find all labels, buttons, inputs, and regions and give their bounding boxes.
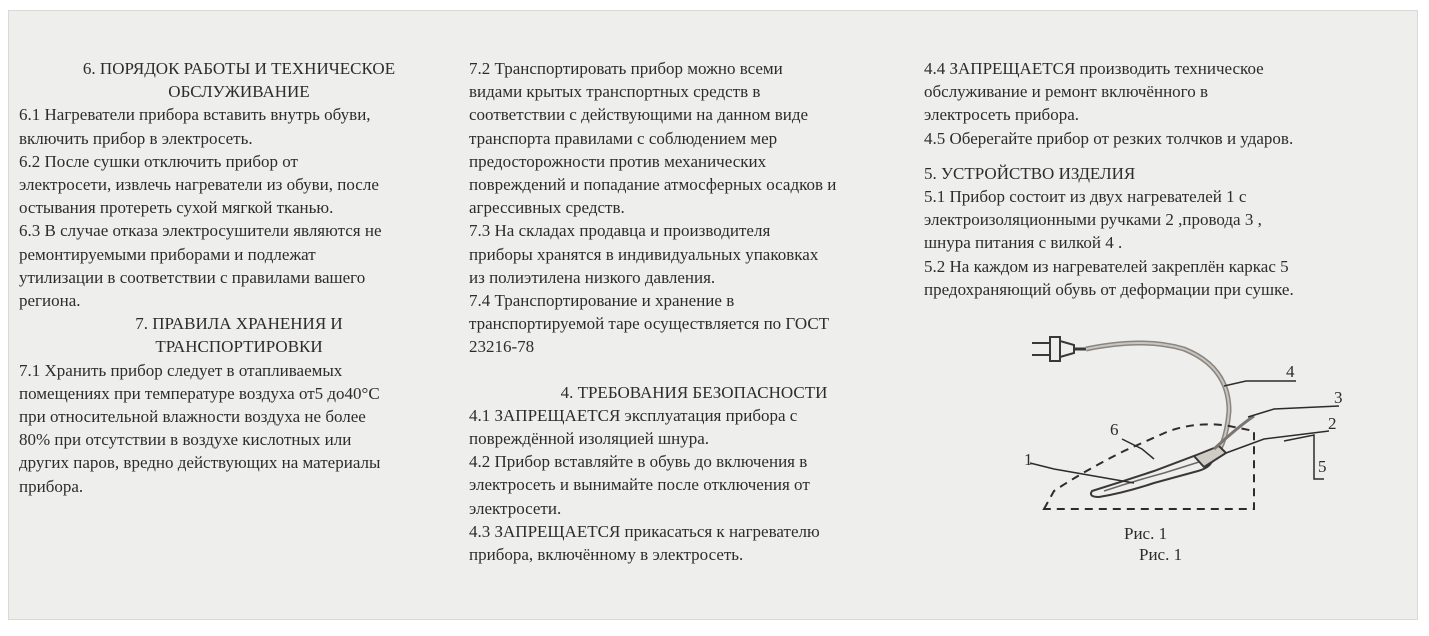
paragraph-6-3: 6.3 В случае отказа электросушители являются не ремонтируемыми приборами и подлежат утилизации в соответствии с правилами вашего региона. [19, 221, 382, 311]
spacer [924, 150, 1394, 162]
plug-icon [1032, 337, 1086, 361]
label-1: 1 [1024, 450, 1033, 469]
paragraph-6-2: 6.2 После сушки отключить прибор от электросети, извлечь нагреватели из обуви, после остывания протереть сухой мягкой тканью. [19, 151, 379, 218]
section-7-heading: 7. ПРАВИЛА ХРАНЕНИЯ И ТРАНСПОРТИРОВКИ [135, 314, 343, 357]
paragraph-5-2: 5.2 На каждом из нагревателей закреплён каркас 5 предохраняющий обувь от деформации при сушке. [924, 256, 1294, 299]
column-left [19, 57, 459, 498]
section-6-heading: 6. ПОРЯДОК РАБОТЫ И ТЕХНИЧЕСКОЕ ОБСЛУЖИВАНИЕ [82, 59, 396, 102]
instruction-sheet [8, 10, 1418, 620]
paragraph-4-3: 4.3 ЗАПРЕЩАЕТСЯ прикасаться к нагревателю прибора, включённому в электросеть. [469, 521, 820, 565]
leader-lines [1030, 381, 1339, 483]
column-middle [469, 57, 919, 566]
power-cord [1086, 343, 1229, 463]
spacer [469, 359, 919, 381]
paragraph-6-1: 6.1 Нагреватели прибора вставить внутрь обуви, включить прибор в электросеть. [19, 105, 371, 148]
heater-wire [1214, 416, 1254, 449]
heater-handle [1194, 446, 1226, 467]
paragraph-7-2: 7.2 Транспортировать прибор можно всеми видами крытых транспортных средств в соответствии с действующими на данном виде транспорта правилами с соблюдением мер предосторожности против механических повреждений и попадание атмосферных осадков и агрессивных средств. [469, 59, 837, 218]
figure-caption-repeat: Рис. 1 [1139, 545, 1183, 564]
section-5-heading: 5. УСТРОЙСТВО ИЗДЕЛИЯ [924, 163, 1136, 183]
heater-element [1091, 454, 1212, 497]
label-5: 5 [1318, 457, 1327, 476]
paragraph-4-2: 4.2 Прибор вставляйте в обувь до включения в электросеть и вынимайте после отключения от электросети. [469, 452, 810, 518]
paragraph-4-4: 4.4 ЗАПРЕЩАЕТСЯ производить техническое обслуживание и ремонт включённого в электросеть прибора. [924, 59, 1264, 125]
paragraph-5-1: 5.1 Прибор состоит из двух нагревателей 1 с электроизоляционными ручками 2 ,провода 3 , шнура питания с вилкой 4 . [924, 187, 1262, 253]
paragraph-7-4: 7.4 Транспортирование и хранение в транспортируемой таре осуществляется по ГОСТ 23216-78 [469, 291, 830, 357]
paragraph-4-5: 4.5 Оберегайте прибор от резких толчков и ударов. [924, 128, 1294, 148]
paragraph-7-1: 7.1 Хранить прибор следует в отапливаемых помещениях при температуре воздуха от5 до40°С при относительной влажности воздуха не более 80% при отсутствии в воздухе кислотных или других паров, вредно действующих на материалы прибора. [19, 360, 381, 496]
paragraph-7-3: 7.3 На складах продавца и производителя приборы хранятся в индивидуальных упаковках из полиэтилена низкого давления. [469, 221, 819, 287]
label-4: 4 [1286, 362, 1295, 381]
label-2: 2 [1328, 414, 1337, 433]
device-drawing [1014, 331, 1394, 571]
section-4-heading: 4. ТРЕБОВАНИЯ БЕЗОПАСНОСТИ [560, 382, 828, 402]
figure-caption: Рис. 1 [1124, 524, 1168, 543]
label-3: 3 [1334, 388, 1343, 407]
paragraph-4-1: 4.1 ЗАПРЕЩАЕТСЯ эксплуатация прибора с повреждённой изоляцией шнура. [469, 405, 798, 449]
label-6: 6 [1110, 420, 1119, 439]
device-diagram [1014, 331, 1394, 571]
column-right [924, 57, 1394, 301]
